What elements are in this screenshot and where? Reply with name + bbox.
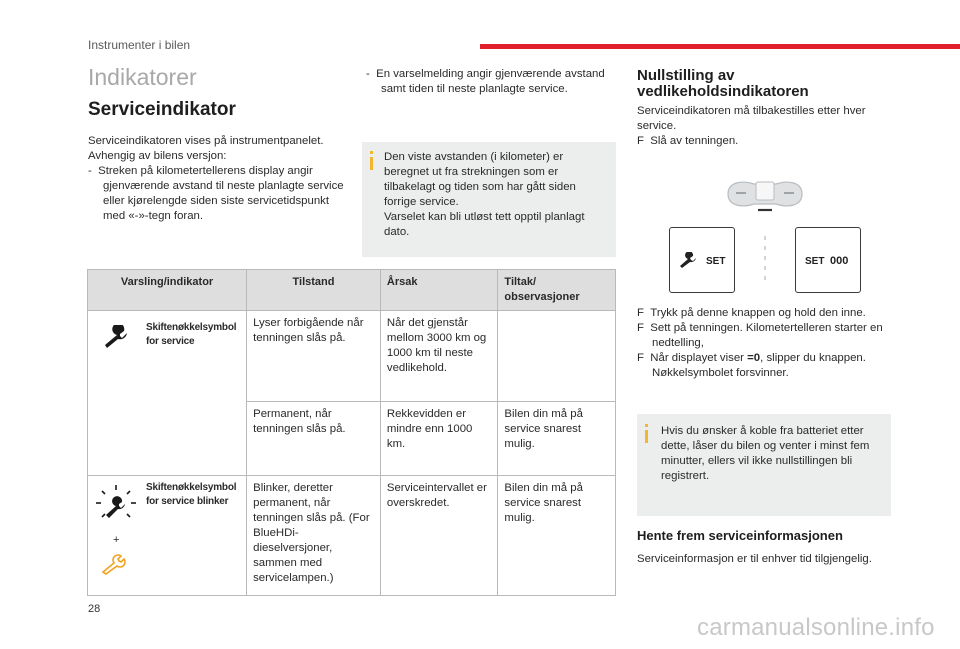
- display-value: 000: [830, 255, 849, 267]
- table-cell: Serviceintervallet er overskredet.: [380, 476, 498, 596]
- page-number: 28: [88, 603, 101, 615]
- symbol-name: Skiftenøkkelsymbol for service: [146, 322, 237, 347]
- display-diagram: [795, 227, 861, 293]
- plus-sign: +: [113, 534, 120, 546]
- table-cell: Permanent, når tenningen slås på.: [247, 402, 381, 476]
- dashed-divider: [762, 236, 768, 286]
- right-step-0: F Slå av tenningen.: [637, 135, 739, 147]
- nullstilling-heading: Nullstilling av vedlikeholdsindikatoren: [637, 67, 809, 100]
- info-icon: [370, 157, 373, 170]
- table-cell: [498, 311, 616, 402]
- table-cell: Bilen din må på service snarest mulig.: [498, 476, 616, 596]
- set-label: SET: [805, 256, 825, 267]
- table-header-cell: Årsak: [380, 270, 498, 311]
- info-icon: [645, 430, 648, 443]
- right-step-1: F Trykk på denne knappen og hold den inne.: [637, 307, 866, 319]
- header-accent-bar: [480, 44, 960, 49]
- table-cell: Bilen din må på service snarest mulig.: [498, 402, 616, 476]
- instrument-cluster-icon: [724, 176, 806, 212]
- right-steps: [637, 306, 892, 381]
- table-header-cell: Tiltak/ observasjoner: [498, 270, 616, 311]
- wrench-blinking-icon: [94, 483, 138, 527]
- table-row: [88, 476, 616, 596]
- table-row: [88, 311, 616, 402]
- section-label: Instrumenter i bilen: [88, 38, 191, 52]
- middle-note-box: [362, 142, 616, 257]
- table-cell: Lyser forbigående når tenningen slås på.: [247, 311, 381, 402]
- table-header-cell: Varsling/indikator: [88, 270, 247, 311]
- indicator-table: [87, 269, 616, 596]
- right-note-text: Hvis du ønsker å koble fra batteriet etter dette, låser du bilen og venter i minst fem minutter, ellers vil ikke nullstillingen bli registrert.: [661, 425, 870, 482]
- middle-bullet-2: - En varselmelding angir gjenværende avstand samt tiden til neste planlagte service.: [366, 68, 605, 95]
- right-step-3: F Når displayet viser =0, slipper du knappen. Nøkkelsymbolet forsvinner.: [637, 352, 866, 379]
- wrench-icon: [678, 252, 698, 268]
- table-cell: Blinker, deretter permanent, når tenningen slås på. (For BlueHDi-dieselversjoner, sammen med servicelampen.): [247, 476, 381, 596]
- right-intro-block: [637, 104, 892, 149]
- right-intro: Serviceindikatoren må tilbakestilles etter hver service.: [637, 105, 866, 132]
- middle-note-text-2: Varselet kan bli utløst tett opptil planlagt dato.: [384, 211, 585, 238]
- service-wrench-outline-icon: [100, 553, 134, 575]
- set-label: SET: [706, 256, 726, 267]
- watermark: carmanualsonline.info: [697, 614, 935, 641]
- middle-note-text: Den viste avstanden (i kilometer) er beregnet ut fra strekningen som er tilbakelagt og tiden som har gått siden forrige service.: [384, 151, 576, 208]
- right-note-box: [637, 414, 891, 516]
- left-intro-block: [88, 134, 346, 224]
- serviceindikator-heading: Serviceindikator: [88, 99, 236, 120]
- symbol-cell: [88, 311, 247, 476]
- table-header-cell: Tilstand: [247, 270, 381, 311]
- reset-button-diagram: [669, 227, 735, 293]
- page-title: Indikatorer: [88, 64, 197, 90]
- table-cell: Når det gjenstår mellom 3000 km og 1000 km til neste vedlikehold.: [380, 311, 498, 402]
- wrench-icon: [102, 325, 130, 349]
- table-cell: Rekkevidden er mindre enn 1000 km.: [380, 402, 498, 476]
- left-bullet-1: - Streken på kilometertellerens display angir gjenværende avstand til neste planlagte service eller kjørelengde siden siste servicetidspunkt med «-»-tegn foran.: [88, 165, 344, 222]
- hente-heading: Hente frem serviceinformasjonen: [637, 528, 843, 543]
- hente-text: Serviceinformasjon er til enhver tid tilgjengelig.: [637, 553, 872, 565]
- symbol-name: Skiftenøkkelsymbol for service blinker: [146, 482, 237, 507]
- table-header-row: [88, 270, 616, 311]
- left-intro: Serviceindikatoren vises på instrumentpanelet. Avhengig av bilens versjon:: [88, 135, 324, 162]
- right-step-2: F Sett på tenningen. Kilometertelleren starter en nedtelling,: [637, 322, 883, 349]
- symbol-cell: [88, 476, 247, 596]
